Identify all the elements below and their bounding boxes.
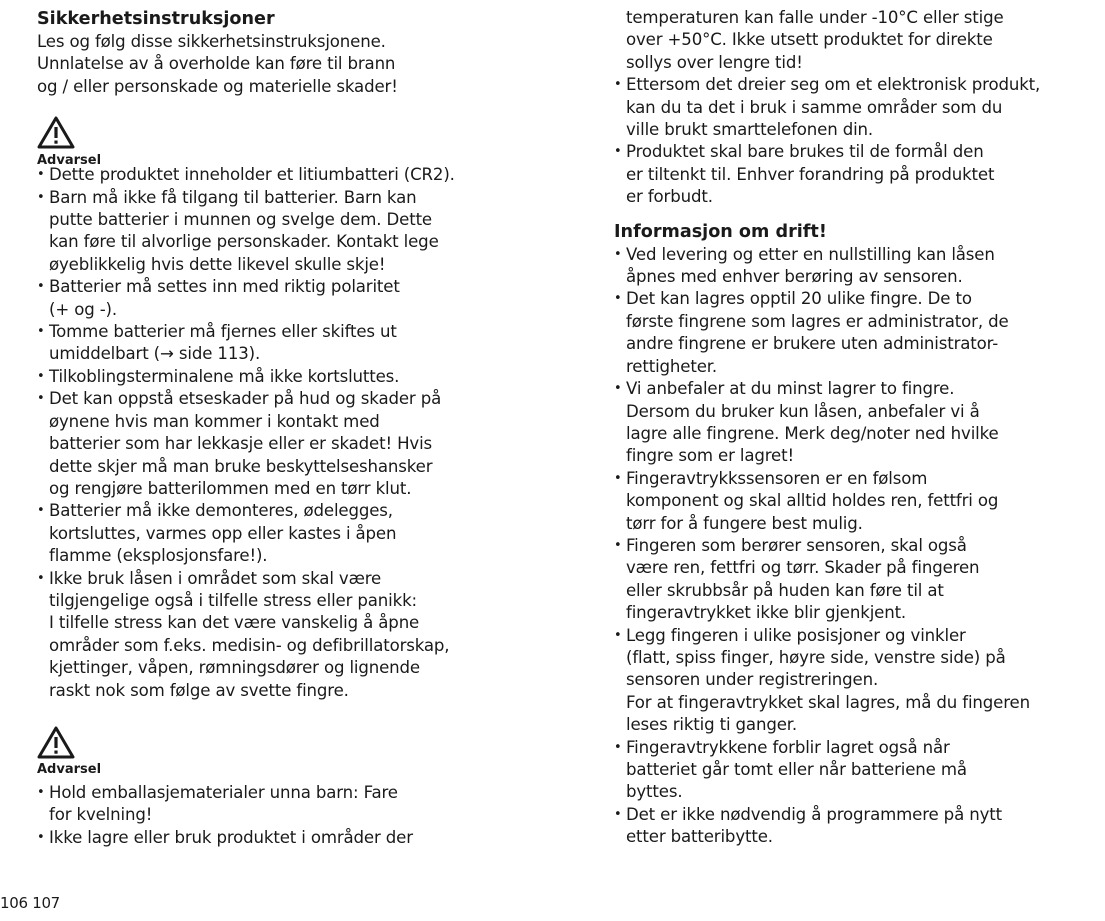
list-item bbox=[37, 276, 537, 321]
item-line: (flatt, spiss finger, høyre side, venstre side) på bbox=[626, 647, 1006, 667]
item-line: sensoren under registreringen. bbox=[626, 670, 879, 690]
item-line: • Tilkoblingsterminalene må ikke kortsluttes. bbox=[49, 366, 400, 386]
safety-heading: Sikkerhetsinstruksjoner bbox=[37, 9, 275, 29]
list-item bbox=[614, 288, 1105, 378]
item-line: kan du ta det i bruk i samme områder som du bbox=[626, 97, 1003, 117]
item-line: temperaturen kan falle under -10°C eller stige bbox=[626, 8, 1004, 27]
list-item bbox=[37, 321, 537, 366]
item-line: kan føre til alvorlige personskader. Kontakt lege bbox=[49, 232, 439, 252]
item-line: komponent og skal alltid holdes ren, fettfri og bbox=[626, 491, 999, 511]
operation-list bbox=[614, 244, 1105, 849]
item-line: batterier som har lekkasje eller er skadet! Hvis bbox=[49, 434, 433, 454]
list-item bbox=[37, 187, 537, 277]
list-item bbox=[614, 141, 1105, 208]
item-line: I tilfelle stress kan det være vanskelig å åpne bbox=[49, 613, 420, 633]
list-item bbox=[614, 804, 1105, 849]
item-line: For at fingeravtrykket skal lagres, må du fingeren bbox=[626, 692, 1030, 712]
intro-line: Les og følg disse sikkerhetsinstruksjonene. bbox=[37, 32, 386, 51]
intro-line: og / eller personskade og materielle skader! bbox=[37, 76, 398, 96]
list-item bbox=[37, 388, 537, 500]
item-line: er tiltenkt til. Enhver forandring på produktet bbox=[626, 164, 995, 184]
item-line: • Fingeravtrykkene forblir lagret også når bbox=[626, 737, 950, 757]
item-line: andre fingrene er brukere uten administrator- bbox=[626, 334, 999, 354]
item-line: • Ikke bruk låsen i området som skal være bbox=[49, 568, 382, 588]
item-line: tilgjengelige også i tilfelle stress eller panikk: bbox=[49, 590, 417, 610]
list-item bbox=[37, 827, 537, 849]
item-line: • Hold emballasjematerialer unna barn: Fare bbox=[49, 782, 398, 802]
continuation-text bbox=[614, 7, 1105, 74]
list-item bbox=[37, 500, 537, 567]
item-line: dette skjer må man bruke beskyttelseshansker bbox=[49, 456, 433, 476]
item-line: over +50°C. Ikke utsett produktet for direkte bbox=[626, 30, 993, 50]
item-line: (+ og -). bbox=[49, 299, 117, 319]
item-line: raskt nok som følge av svette fingre. bbox=[49, 680, 349, 700]
item-line: • Produktet skal bare brukes til de formål den bbox=[626, 142, 984, 162]
item-line: • Ved levering og etter en nullstilling kan låsen bbox=[626, 244, 995, 264]
warning-triangle-icon bbox=[37, 116, 75, 150]
item-line: batteriet går tomt eller når batteriene må bbox=[626, 760, 967, 779]
list-item bbox=[614, 378, 1105, 468]
item-line: byttes. bbox=[626, 782, 683, 802]
item-line: • Det kan lagres opptil 20 ulike fingre. De to bbox=[626, 289, 972, 309]
item-line: lagre alle fingrene. Merk deg/noter ned hvilke bbox=[626, 423, 999, 443]
item-line: • Batterier må ikke demonteres, ødelegges, bbox=[49, 501, 393, 521]
right-column bbox=[614, 0, 1105, 849]
list-item bbox=[614, 625, 1105, 737]
item-line: eller skrubbsår på huden kan føre til at bbox=[626, 580, 944, 600]
item-line: • Dette produktet inneholder et litiumbatteri (CR2). bbox=[49, 165, 455, 185]
item-line: putte batterier i munnen og svelge dem. Dette bbox=[49, 210, 432, 230]
warning-triangle-icon bbox=[37, 726, 75, 760]
operation-heading: Informasjon om drift! bbox=[614, 221, 827, 242]
item-line: Dersom du bruker kun låsen, anbefaler vi å bbox=[626, 401, 980, 421]
warning-list bbox=[37, 782, 537, 849]
item-line: ville brukt smarttelefonen din. bbox=[626, 120, 874, 140]
item-line: områder som f.eks. medisin- og defibrillatorskap, bbox=[49, 635, 450, 655]
item-line: første fingrene som lagres er administrator, de bbox=[626, 311, 1009, 331]
list-item bbox=[614, 468, 1105, 535]
intro-line: Unnlatelse av å overholde kan føre til brann bbox=[37, 54, 396, 74]
safety-intro bbox=[37, 31, 537, 98]
list-item bbox=[37, 164, 537, 186]
item-line: • Barn må ikke få tilgang til batterier. Barn kan bbox=[49, 187, 417, 207]
item-line: • Ettersom det dreier seg om et elektronisk produkt, bbox=[626, 75, 1041, 95]
item-line: kortsluttes, varmes opp eller kastes i åpen bbox=[49, 523, 397, 543]
list-item bbox=[614, 535, 1105, 625]
item-line: sollys over lengre tid! bbox=[626, 52, 803, 72]
item-line: og rengjøre batterilommen med en tørr klut. bbox=[49, 478, 412, 498]
item-line: leses riktig ti ganger. bbox=[626, 715, 798, 735]
item-line: er forbudt. bbox=[626, 187, 713, 207]
item-line: flamme (eksplosjonsfare!). bbox=[49, 546, 268, 566]
item-line: • Det er ikke nødvendig å programmere på nytt bbox=[626, 804, 1002, 824]
item-line: • Batterier må settes inn med riktig polaritet bbox=[49, 277, 400, 297]
item-line: åpnes med enhver berøring av sensoren. bbox=[626, 267, 963, 287]
item-line: • Vi anbefaler at du minst lagrer to fingre. bbox=[626, 379, 955, 399]
item-line: • Fingeravtrykkssensoren er en følsom bbox=[626, 468, 928, 488]
left-column bbox=[37, 0, 537, 849]
item-line: fingeravtrykket ikke blir gjenkjent. bbox=[626, 603, 907, 623]
warning-list bbox=[37, 164, 537, 702]
warning-label: Advarsel bbox=[37, 153, 102, 169]
item-line: for kvelning! bbox=[49, 805, 153, 825]
warning-label: Advarsel bbox=[37, 761, 102, 777]
item-line: øynene hvis man kommer i kontakt med bbox=[49, 411, 380, 431]
item-line: • Ikke lagre eller bruk produktet i områder der bbox=[49, 827, 413, 847]
list-item bbox=[614, 737, 1105, 804]
item-line: • Legg fingeren i ulike posisjoner og vinkler bbox=[626, 625, 966, 645]
item-line: • Tomme batterier må fjernes eller skiftes ut bbox=[49, 322, 397, 342]
list-item bbox=[614, 74, 1105, 141]
item-line: umiddelbart (→ side 113). bbox=[49, 344, 261, 364]
page-numbers: 106 107 bbox=[0, 894, 60, 912]
item-line: fingre som er lagret! bbox=[626, 446, 794, 466]
list-item bbox=[614, 244, 1105, 289]
item-line: rettigheter. bbox=[626, 356, 718, 376]
item-line: kjettinger, våpen, rømningsdører og lignende bbox=[49, 658, 420, 678]
item-line: være ren, fettfri og tørr. Skader på fingeren bbox=[626, 558, 980, 578]
item-line: • Fingeren som berører sensoren, skal også bbox=[626, 535, 967, 555]
item-line: tørr for å fungere best mulig. bbox=[626, 513, 863, 533]
item-line: øyeblikkelig hvis dette likevel skulle skje! bbox=[49, 254, 386, 274]
list-item bbox=[37, 782, 537, 827]
item-line: etter batteribytte. bbox=[626, 827, 773, 847]
usage-list bbox=[614, 74, 1105, 208]
item-line: • Det kan oppstå etseskader på hud og skader på bbox=[49, 389, 442, 409]
list-item bbox=[37, 366, 537, 388]
list-item bbox=[37, 568, 537, 702]
